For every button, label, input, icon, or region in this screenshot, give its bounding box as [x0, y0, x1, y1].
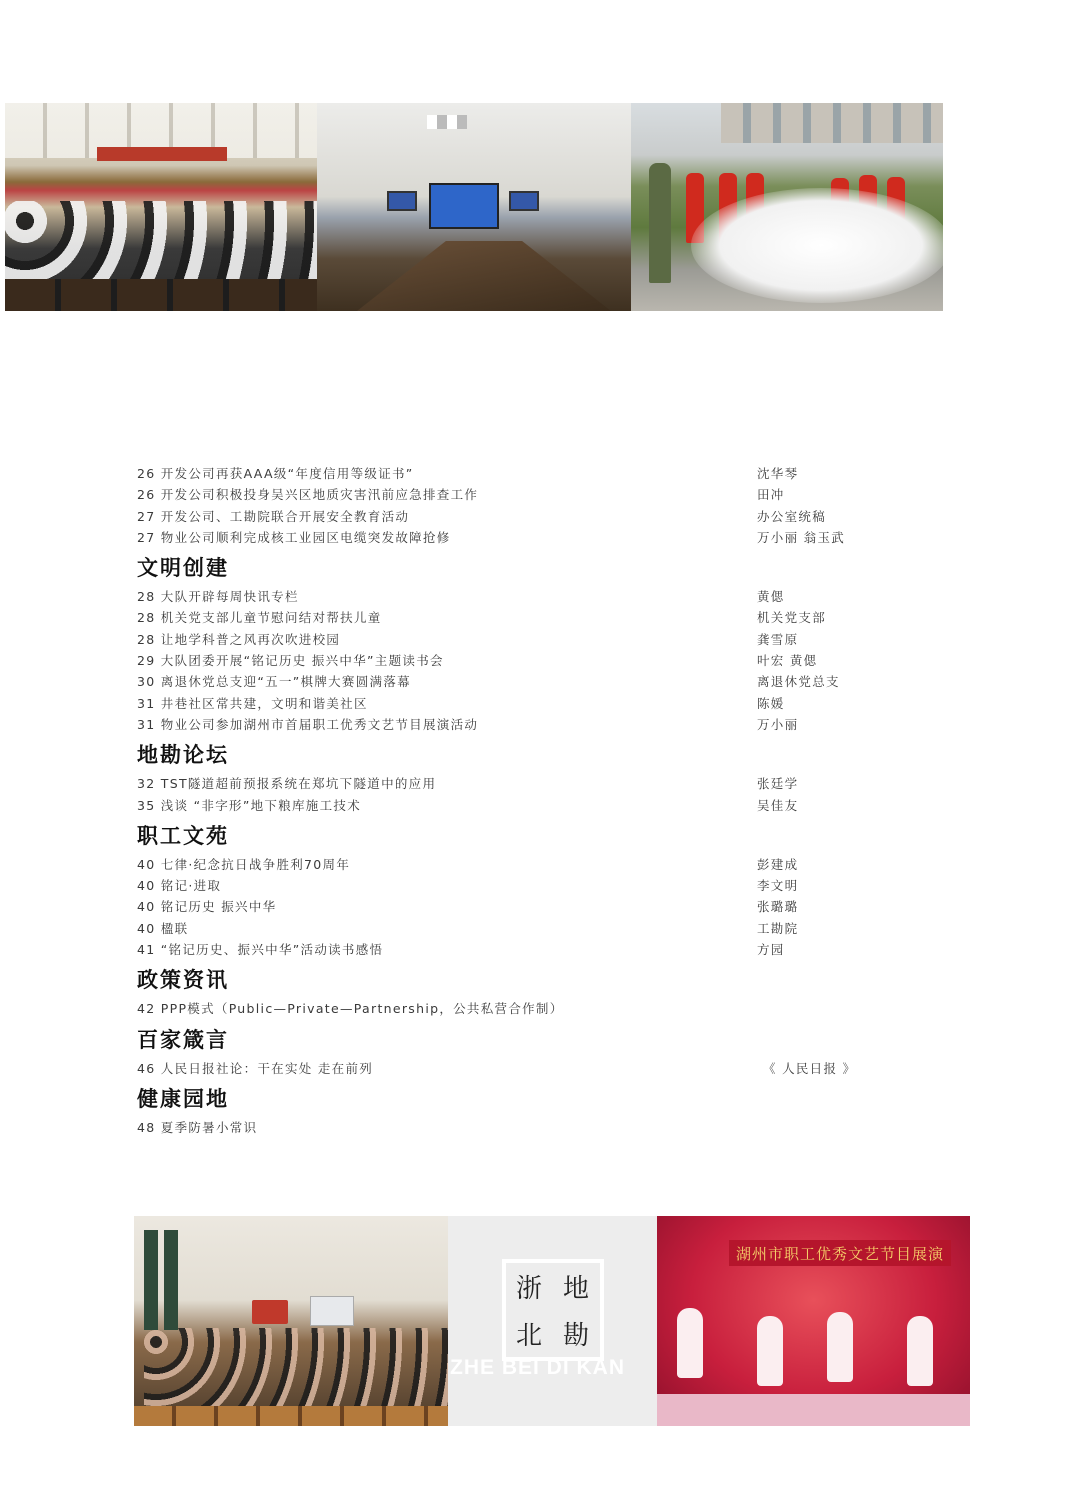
toc-row[interactable] — [137, 1116, 897, 1137]
toc-row[interactable] — [137, 895, 897, 916]
section-heading: 健康园地 — [137, 1085, 229, 1111]
toc-row[interactable] — [137, 462, 897, 483]
toc-author: 万小丽 翁玉武 — [757, 529, 846, 545]
toc-title: 29 大队团委开展“铭记历史 振兴中华”主题读书会 — [137, 653, 444, 669]
toc-author: 田冲 — [757, 487, 785, 503]
toc-title: 30 离退休党总支迎“五一”棋牌大赛圆满落幕 — [137, 674, 411, 690]
toc-author: 龚雪原 — [757, 631, 799, 647]
toc-title: 35 浅谈 “非字形”地下粮库施工技术 — [137, 797, 362, 813]
toc-row[interactable] — [137, 649, 897, 670]
table-of-contents — [137, 462, 897, 1137]
logo-char: 勘 — [562, 1321, 589, 1351]
toc-author: 张廷学 — [757, 776, 799, 792]
section-heading: 政策资讯 — [137, 967, 229, 993]
fire-drill-photo — [631, 103, 943, 311]
toc-author: 叶宏 黄偲 — [757, 653, 818, 669]
logo-char: 地 — [562, 1274, 589, 1304]
toc-title: 48 夏季防暑小常识 — [137, 1119, 258, 1135]
toc-title: 32 TST隧道超前预报系统在郑坑下隧道中的应用 — [137, 776, 437, 792]
section-heading: 职工文苑 — [137, 822, 229, 848]
logo-char: 北 — [515, 1321, 542, 1351]
toc-title: 26 开发公司再获AAA级“年度信用等级证书” — [137, 466, 414, 481]
stage-performance-photo — [657, 1216, 970, 1426]
toc-author: 李文明 — [757, 878, 799, 894]
toc-row[interactable] — [137, 585, 897, 606]
toc-title: 40 铭记历史 振兴中华 — [137, 899, 277, 915]
toc-author: 彭建成 — [757, 856, 799, 872]
toc-title: 27 开发公司、工勘院联合开展安全教育活动 — [137, 508, 410, 524]
toc-row[interactable] — [137, 483, 897, 504]
toc-row[interactable] — [137, 997, 897, 1018]
toc-author: 《 人民日报 》 — [763, 1060, 857, 1076]
toc-author: 办公室统稿 — [757, 508, 827, 524]
toc-row[interactable] — [137, 505, 897, 526]
toc-author: 张璐璐 — [757, 899, 799, 915]
toc-author: 机关党支部 — [757, 610, 827, 626]
toc-author: 方园 — [757, 942, 785, 958]
toc-title: 27 物业公司顺利完成核工业园区电缆突发故障抢修 — [137, 529, 451, 545]
section-heading: 文明创建 — [137, 555, 229, 581]
toc-author: 工勘院 — [757, 920, 799, 936]
toc-title: 28 让地学科普之风再次吹进校园 — [137, 631, 341, 647]
toc-title: 40 楹联 — [137, 920, 189, 936]
toc-row[interactable] — [137, 917, 897, 938]
toc-author: 沈华琴 — [757, 466, 799, 481]
toc-author: 陈媛 — [757, 695, 785, 711]
toc-row[interactable] — [137, 713, 897, 734]
toc-title: 28 大队开辟每周快讯专栏 — [137, 589, 299, 605]
toc-title: 41 “铭记历史、振兴中华”活动读书感悟 — [137, 942, 384, 958]
logo-char: 浙 — [515, 1274, 542, 1304]
logo-latin-text: ZHE BEI DI KAN — [450, 1356, 626, 1379]
meeting-hall-photo — [5, 103, 317, 311]
toc-row[interactable] — [137, 938, 897, 959]
toc-author: 吴佳友 — [757, 797, 799, 813]
toc-row[interactable] — [137, 692, 897, 713]
toc-intro-group — [137, 462, 897, 547]
toc-title: 26 开发公司积极投身吴兴区地质灾害汛前应急排查工作 — [137, 487, 479, 503]
toc-row[interactable] — [137, 670, 897, 691]
conference-room-photo — [317, 103, 631, 311]
classroom-lecture-photo — [134, 1216, 448, 1426]
bottom-photo-strip — [134, 1216, 970, 1426]
toc-title: 31 井巷社区常共建，文明和谐美社区 — [137, 695, 368, 711]
toc-author: 万小丽 — [757, 716, 799, 732]
toc-row[interactable] — [137, 874, 897, 895]
stage-banner: 湖州市职工优秀文艺节目展演 — [729, 1240, 951, 1266]
toc-row[interactable] — [137, 794, 897, 815]
magazine-logo — [502, 1259, 604, 1361]
toc-row[interactable] — [137, 606, 897, 627]
toc-author: 黄偲 — [757, 589, 785, 605]
toc-row[interactable] — [137, 628, 897, 649]
toc-title: 31 物业公司参加湖州市首届职工优秀文艺节目展演活动 — [137, 716, 479, 732]
toc-row[interactable] — [137, 853, 897, 874]
toc-row[interactable] — [137, 1057, 897, 1078]
top-photo-strip — [5, 103, 943, 311]
toc-title: 28 机关党支部儿童节慰问结对帮扶儿童 — [137, 610, 382, 626]
magazine-logo-panel — [448, 1216, 657, 1426]
section-heading: 百家箴言 — [137, 1026, 229, 1052]
toc-title: 46 人民日报社论：干在实处 走在前列 — [137, 1060, 374, 1076]
toc-row[interactable] — [137, 526, 897, 547]
toc-author: 离退休党总支 — [757, 674, 840, 690]
toc-title: 40 七律·纪念抗日战争胜利70周年 — [137, 856, 351, 872]
toc-row[interactable] — [137, 772, 897, 793]
section-heading: 地勘论坛 — [137, 742, 229, 768]
toc-title: 42 PPP模式（Public—Private—Partnership，公共私营合作制） — [137, 1001, 564, 1017]
toc-title: 40 铭记·进取 — [137, 878, 222, 894]
